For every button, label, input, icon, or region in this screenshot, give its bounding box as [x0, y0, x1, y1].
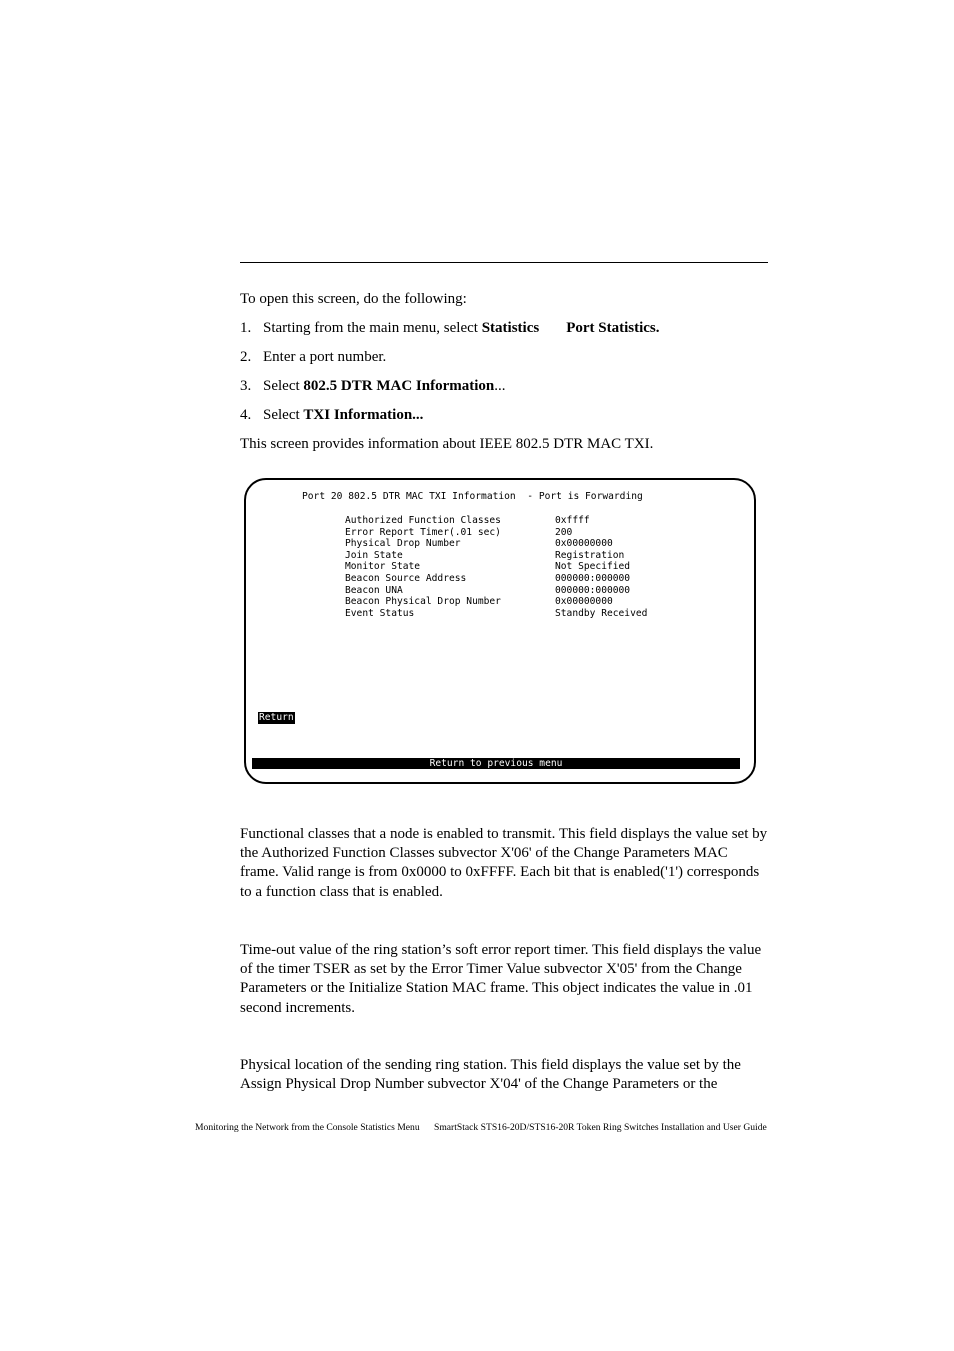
menu-item-txi-info: TXI Information...	[303, 407, 424, 423]
console-screenshot	[244, 478, 756, 784]
step-number: 4.	[240, 407, 252, 423]
field-value: 0x00000000	[555, 596, 613, 608]
intro-text: To open this screen, do the following:	[240, 291, 467, 307]
step-3	[240, 377, 505, 396]
field-value: Registration	[555, 549, 625, 561]
field-value: 000000:000000	[555, 584, 631, 596]
field-value: 000000:000000	[555, 573, 631, 584]
menu-path-statistics: Statistics	[481, 320, 540, 336]
step-text: Enter a port number.	[263, 349, 387, 365]
step-number: 3.	[240, 378, 252, 394]
field-value: 200	[555, 526, 573, 538]
step-text: Select	[263, 378, 304, 394]
field-label: Authorized Function Classes	[345, 515, 501, 526]
field-value: Standby Received	[555, 607, 648, 619]
description-authorized-function-classes: Functional classes that a node is enabled to transmit. This field displays the value set by the Authorized Function Classes subvector X'06' of the Change Parameters MAC frame. Valid range is from 0x0000 to 0xFFFF. Each bit that is enabled('1') corresponds to a function class that is enabled.	[240, 826, 768, 900]
step-text: Select	[263, 407, 304, 423]
field-label: Event Status	[345, 607, 415, 619]
menu-item-dtr-mac: 802.5 DTR MAC Information	[303, 378, 495, 394]
footer-book-title: SmartStack STS16-20D/STS16-20R Token Ring Switches Installation and User Guide	[434, 1122, 767, 1133]
menu-path-port-statistics: Port Statistics.	[566, 320, 660, 336]
step-1	[240, 319, 660, 338]
field-label: Physical Drop Number	[345, 538, 461, 550]
screen-title: Port 20 802.5 DTR MAC TXI Information - Port is Forwarding	[302, 491, 643, 502]
step-number: 2.	[240, 349, 252, 365]
step-text: Starting from the main menu, select	[263, 320, 482, 336]
field-label: Beacon UNA	[345, 584, 403, 596]
field-value: 0xffff	[555, 515, 590, 526]
return-button[interactable]: Return	[259, 712, 294, 723]
status-bar: Return to previous menu	[252, 758, 740, 769]
step-2	[240, 348, 386, 367]
field-label: Join State	[345, 549, 403, 561]
field-label: Beacon Physical Drop Number	[345, 596, 501, 608]
description-physical-drop-number: Physical location of the sending ring station. This field displays the value set by the Assign Physical Drop Number subvector X'04' of the Change Parameters or the	[240, 1057, 741, 1093]
description-error-report-timer: Time-out value of the ring station’s soft error report timer. This field displays the value of the timer TSER as set by the Error Timer Value subvector X'05' from the Change Parameters or the Initialize Station MAC frame. This object indicates the value in .01 second increments.	[240, 942, 762, 1016]
field-value: Not Specified	[555, 561, 631, 573]
step-4	[240, 406, 423, 425]
field-label: Monitor State	[345, 561, 421, 573]
field-label: Error Report Timer(.01 sec)	[345, 526, 501, 538]
field-value: 0x00000000	[555, 538, 613, 550]
summary-text: This screen provides information about IEEE 802.5 DTR MAC TXI.	[240, 436, 654, 452]
header-rule	[240, 262, 768, 263]
field-label: Beacon Source Address	[345, 573, 467, 584]
step-ellipsis: ...	[494, 378, 506, 394]
footer-section-title: Monitoring the Network from the Console Statistics Menu	[195, 1122, 420, 1133]
step-number: 1.	[240, 320, 252, 336]
